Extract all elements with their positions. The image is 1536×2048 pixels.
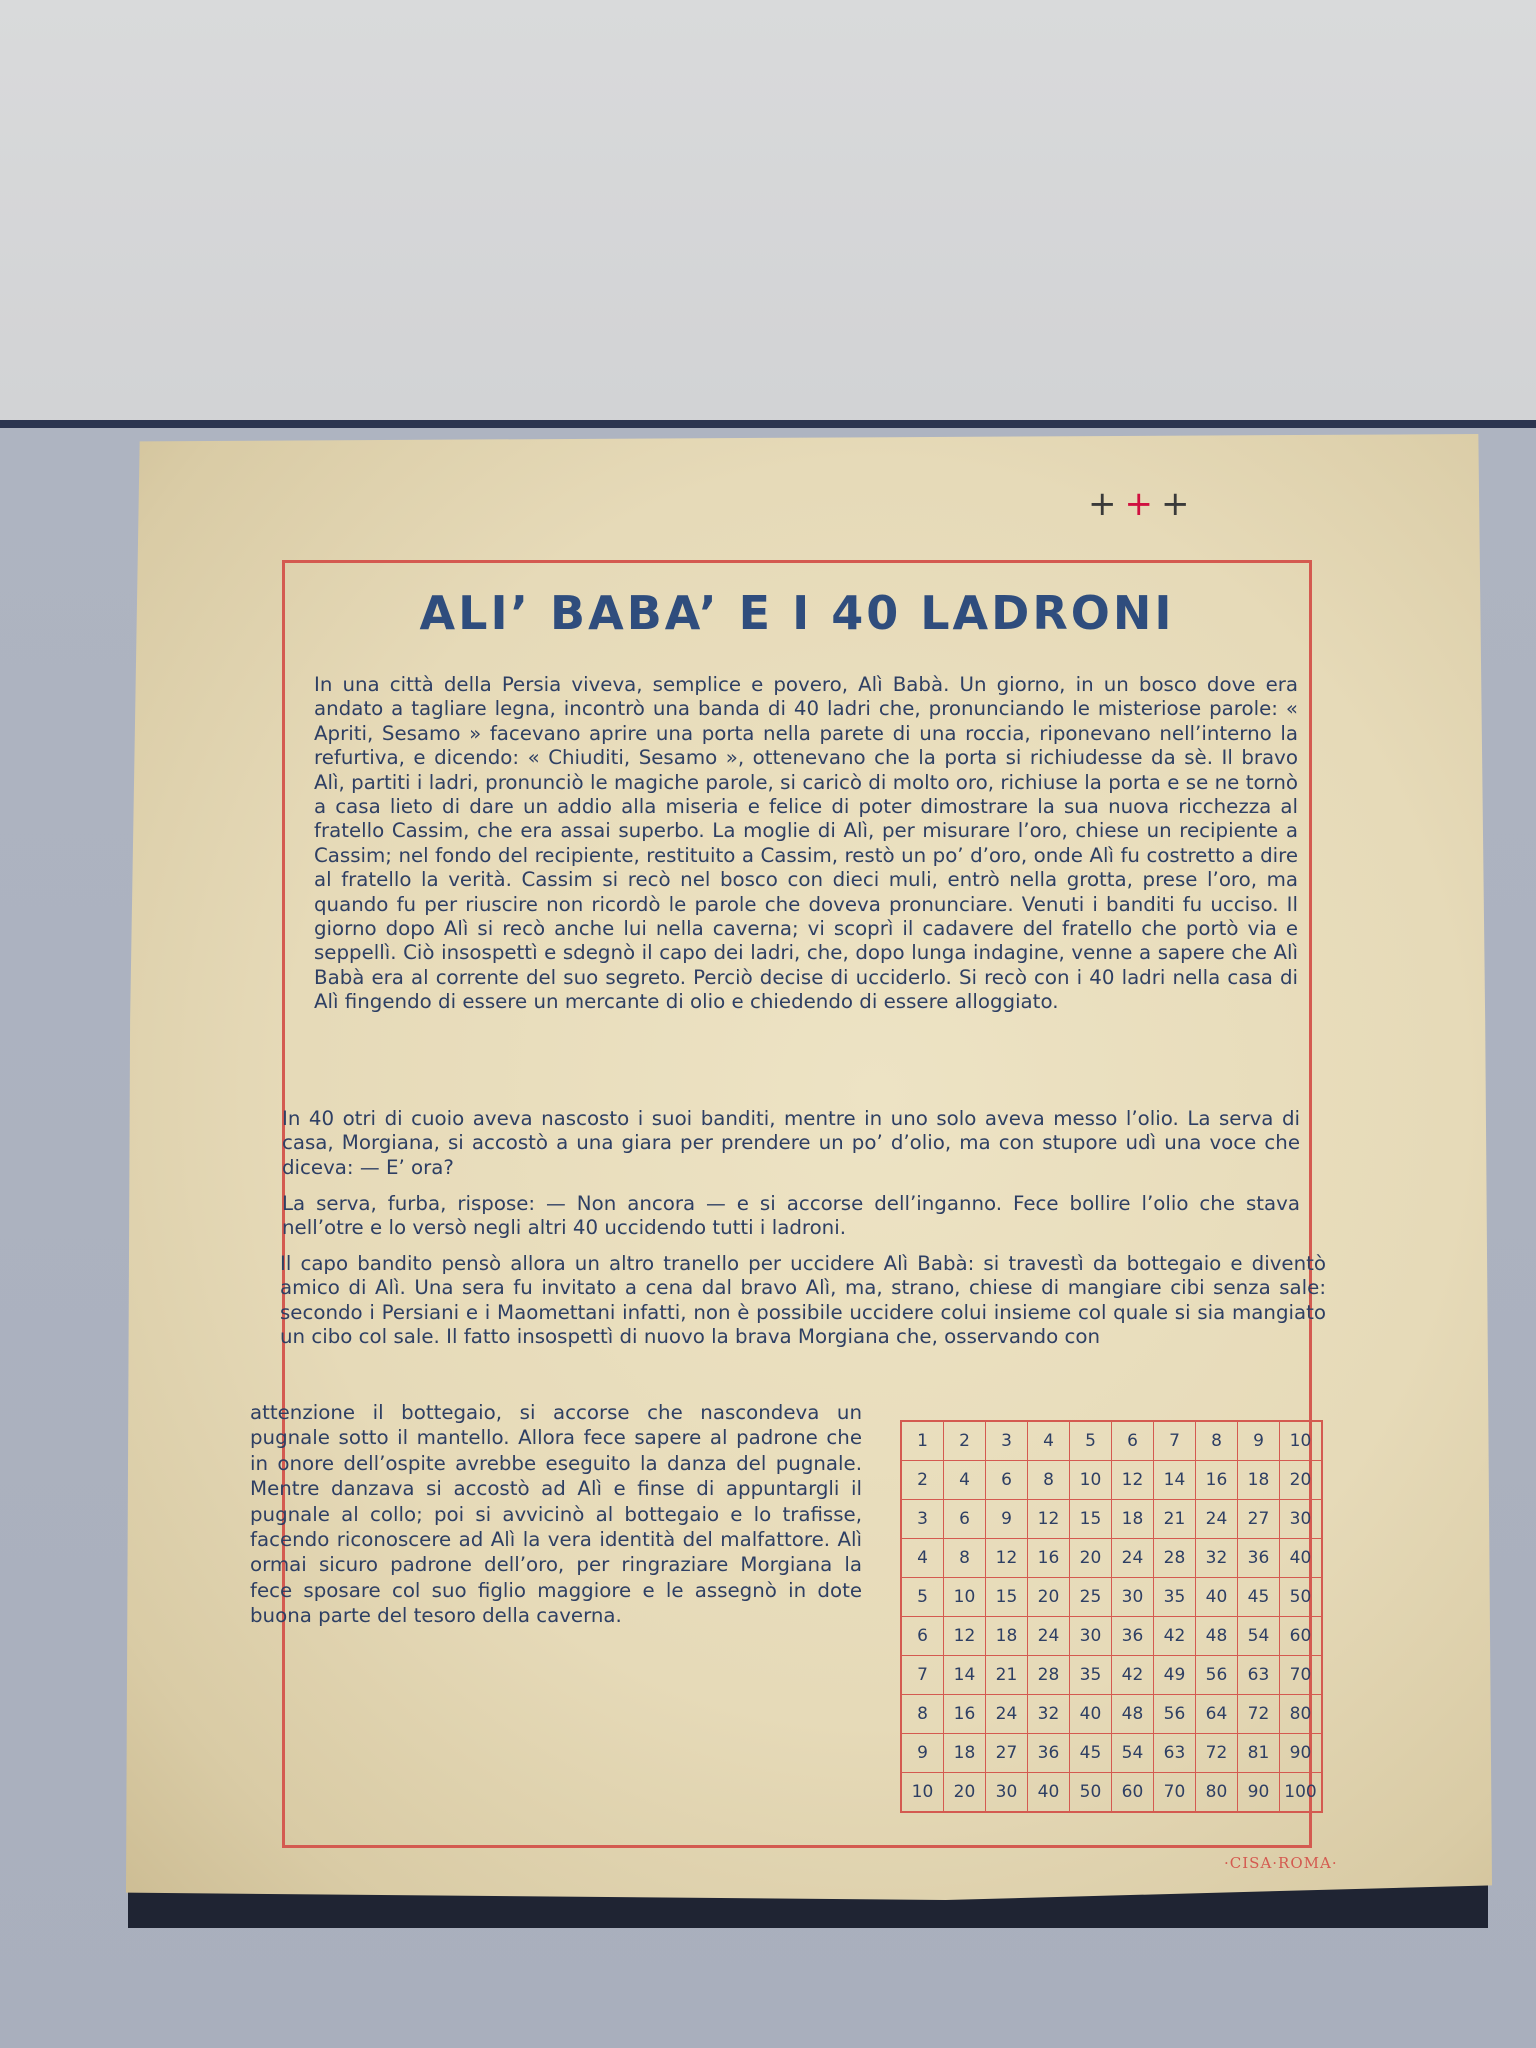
table-cell: 20 xyxy=(1280,1461,1323,1500)
table-cell: 35 xyxy=(1154,1578,1196,1617)
table-cell: 45 xyxy=(1070,1734,1112,1773)
table-cell: 40 xyxy=(1196,1578,1238,1617)
table-cell: 4 xyxy=(944,1461,986,1500)
table-cell: 20 xyxy=(1028,1578,1070,1617)
table-cell: 18 xyxy=(1238,1461,1280,1500)
page-title: ALI’ BABA’ E I 40 LADRONI xyxy=(419,586,1175,640)
table-cell: 6 xyxy=(944,1500,986,1539)
table-cell: 6 xyxy=(986,1461,1028,1500)
table-cell: 2 xyxy=(944,1421,986,1461)
table-cell: 40 xyxy=(1070,1695,1112,1734)
table-cell: 21 xyxy=(1154,1500,1196,1539)
table-row xyxy=(901,1656,1322,1695)
table-cell: 60 xyxy=(1280,1617,1323,1656)
mark-2: + xyxy=(1124,484,1161,524)
table-row xyxy=(901,1734,1322,1773)
table-cell: 1 xyxy=(901,1421,944,1461)
table-cell: 56 xyxy=(1154,1695,1196,1734)
table-cell: 24 xyxy=(1112,1539,1154,1578)
table-row xyxy=(901,1500,1322,1539)
table-cell: 70 xyxy=(1280,1656,1323,1695)
table-cell: 12 xyxy=(986,1539,1028,1578)
table-cell: 60 xyxy=(1112,1773,1154,1813)
table-cell: 90 xyxy=(1280,1734,1323,1773)
table-cell: 24 xyxy=(1028,1617,1070,1656)
table-cell: 21 xyxy=(986,1656,1028,1695)
table-cell: 28 xyxy=(1154,1539,1196,1578)
story-paragraph-3: La serva, furba, rispose: — Non ancora — e si accorse dell’inganno. Fece bollire l’olio che stava nell’otre e lo versò negli altri 40 uccidendo tutti i ladroni. xyxy=(282,1192,1300,1240)
table-cell: 7 xyxy=(1154,1421,1196,1461)
table-cell: 15 xyxy=(1070,1500,1112,1539)
table-cell: 6 xyxy=(1112,1421,1154,1461)
table-cell: 40 xyxy=(1280,1539,1323,1578)
table-cell: 30 xyxy=(986,1773,1028,1813)
table-cell: 27 xyxy=(986,1734,1028,1773)
table-cell: 16 xyxy=(944,1695,986,1734)
table-cell: 70 xyxy=(1154,1773,1196,1813)
table-cell: 24 xyxy=(1196,1500,1238,1539)
table-row xyxy=(901,1773,1322,1813)
story-paragraph-4: Il capo bandito pensò allora un altro tranello per uccidere Alì Babà: si travestì da bottegaio e diventò amico di Alì. Una sera fu invitato a cena dal bravo Alì, ma, strano, chiese di mangiare cibi senza sale: secondo i Persiani e i Maomettani infatti, non è possibile uccidere colui insieme col quale si sia mangiato un cibo col sale. Il fatto insospettì di nuovo la brava Morgiana che, osservando con xyxy=(280,1252,1326,1349)
board-edge xyxy=(0,420,1536,428)
table-cell: 30 xyxy=(1280,1500,1323,1539)
table-cell: 32 xyxy=(1196,1539,1238,1578)
table-cell: 42 xyxy=(1154,1617,1196,1656)
table-cell: 3 xyxy=(901,1500,944,1539)
table-cell: 9 xyxy=(901,1734,944,1773)
table-cell: 6 xyxy=(901,1617,944,1656)
table-cell: 10 xyxy=(1070,1461,1112,1500)
mark-1: + xyxy=(1088,484,1125,524)
table-cell: 5 xyxy=(1070,1421,1112,1461)
table-cell: 81 xyxy=(1238,1734,1280,1773)
table-cell: 80 xyxy=(1280,1695,1323,1734)
table-cell: 10 xyxy=(944,1578,986,1617)
table-row xyxy=(901,1539,1322,1578)
table-cell: 12 xyxy=(1112,1461,1154,1500)
table-cell: 5 xyxy=(901,1578,944,1617)
multiplication-table xyxy=(900,1420,1323,1813)
table-row xyxy=(901,1578,1322,1617)
table-cell: 35 xyxy=(1070,1656,1112,1695)
table-cell: 8 xyxy=(944,1539,986,1578)
story-paragraph-1: In una città della Persia viveva, semplice e povero, Alì Babà. Un giorno, in un bosco dove era andato a tagliare legna, incontrò una banda di 40 ladri che, pronunciando le misteriose parole: « Apriti, Sesamo » facevano aprire una porta nella parete di una roccia, riponevano nell’interno la refurtiva, e dicendo: « Chiuditi, Sesamo », ottenevano che la porta si richiudesse da sè. Il bravo Alì, partiti i ladri, pronunciò le magiche parole, si caricò di molto oro, richiuse la porta e se ne tornò a casa lieto di dare un addio alla miseria e felice di poter dimostrare la sua nuova ricchezza al fratello Cassim, che era assai superbo. La moglie di Alì, per misurare l’oro, chiese un recipiente a Cassim; nel fondo del recipiente, restituito a Cassim, restò un po’ d’oro, onde Alì fu costretto a dire al fratello la verità. Cassim si recò nel bosco con dieci muli, entrò nella grotta, prese l’oro, ma quando fu per riuscire non ricordò le parole che doveva pronunciare. Venuti i banditi fu ucciso. Il giorno dopo Alì si recò anche lui nella caverna; vi scoprì il cadavere del fratello che portò via e seppellì. Ciò insospettì e sdegnò il capo dei ladri, che, dopo lunga indagine, venne a sapere che Alì Babà era al corrente del suo segreto. Perciò decise di ucciderlo. Si recò con i 40 ladri nella casa di Alì fingendo di essere un mercante di olio e chiedendo di essere alloggiato. xyxy=(314,673,1298,1014)
table-cell: 42 xyxy=(1112,1656,1154,1695)
table-cell: 2 xyxy=(901,1461,944,1500)
table-cell: 50 xyxy=(1280,1578,1323,1617)
table-cell: 4 xyxy=(1028,1421,1070,1461)
table-cell: 16 xyxy=(1196,1461,1238,1500)
table-cell: 30 xyxy=(1112,1578,1154,1617)
table-cell: 48 xyxy=(1112,1695,1154,1734)
table-cell: 36 xyxy=(1238,1539,1280,1578)
table-cell: 90 xyxy=(1238,1773,1280,1813)
table-cell: 45 xyxy=(1238,1578,1280,1617)
table-cell: 14 xyxy=(944,1656,986,1695)
table-cell: 16 xyxy=(1028,1539,1070,1578)
table-cell: 9 xyxy=(1238,1421,1280,1461)
table-cell: 63 xyxy=(1238,1656,1280,1695)
table-cell: 24 xyxy=(986,1695,1028,1734)
table-cell: 7 xyxy=(901,1656,944,1695)
table-cell: 72 xyxy=(1238,1695,1280,1734)
table-row xyxy=(901,1421,1322,1461)
story-paragraph-5: attenzione il bottegaio, si accorse che nascondeva un pugnale sotto il mantello. Allora fece sapere al padrone che in onore dell’ospite avrebbe eseguito la danza del pugnale. Mentre danzava si accostò ad Alì e finse di appuntargli il pugnale al collo; poi si avvicinò al bottegaio e lo trafisse, facendo riconoscere ad Alì la vera identità del malfattore. Alì ormai sicuro padrone dell’oro, per ringraziare Morgiana la fece sposare col suo figlio maggiore e le assegnò in dote buona parte del tesoro della caverna. xyxy=(250,1401,862,1628)
table-row xyxy=(901,1695,1322,1734)
table-cell: 72 xyxy=(1196,1734,1238,1773)
table-cell: 54 xyxy=(1112,1734,1154,1773)
table-cell: 12 xyxy=(944,1617,986,1656)
table-cell: 18 xyxy=(1112,1500,1154,1539)
table-cell: 56 xyxy=(1196,1656,1238,1695)
table-row xyxy=(901,1617,1322,1656)
table-cell: 32 xyxy=(1028,1695,1070,1734)
table-cell: 9 xyxy=(986,1500,1028,1539)
table-cell: 28 xyxy=(1028,1656,1070,1695)
table-cell: 64 xyxy=(1196,1695,1238,1734)
table-cell: 30 xyxy=(1070,1617,1112,1656)
table-cell: 40 xyxy=(1028,1773,1070,1813)
table-cell: 8 xyxy=(1028,1461,1070,1500)
table-cell: 48 xyxy=(1196,1617,1238,1656)
handwritten-marks xyxy=(1088,484,1238,524)
table-cell: 12 xyxy=(1028,1500,1070,1539)
table-cell: 18 xyxy=(986,1617,1028,1656)
table-cell: 80 xyxy=(1196,1773,1238,1813)
table-cell: 49 xyxy=(1154,1656,1196,1695)
story-paragraph-2: In 40 otri di cuoio aveva nascosto i suoi banditi, mentre in uno solo aveva messo l’olio. La serva di casa, Morgiana, si accostò a una giara per prendere un po’ d’olio, ma con stupore udì una voce che diceva: — E’ ora? xyxy=(282,1107,1300,1179)
table-cell: 14 xyxy=(1154,1461,1196,1500)
table-cell: 3 xyxy=(986,1421,1028,1461)
table-cell: 8 xyxy=(1196,1421,1238,1461)
table-cell: 20 xyxy=(1070,1539,1112,1578)
table-cell: 10 xyxy=(901,1773,944,1813)
printer-imprint: ·CISA·ROMA· xyxy=(1224,1854,1338,1872)
table-cell: 18 xyxy=(944,1734,986,1773)
table-cell: 63 xyxy=(1154,1734,1196,1773)
table-cell: 10 xyxy=(1280,1421,1323,1461)
table-cell: 36 xyxy=(1112,1617,1154,1656)
table-cell: 8 xyxy=(901,1695,944,1734)
table-cell: 15 xyxy=(986,1578,1028,1617)
table-cell: 25 xyxy=(1070,1578,1112,1617)
table-cell: 50 xyxy=(1070,1773,1112,1813)
table-cell: 54 xyxy=(1238,1617,1280,1656)
table-row xyxy=(901,1461,1322,1500)
table-cell: 4 xyxy=(901,1539,944,1578)
table-cell: 36 xyxy=(1028,1734,1070,1773)
mark-3: + xyxy=(1161,484,1198,524)
table-cell: 20 xyxy=(944,1773,986,1813)
table-cell: 27 xyxy=(1238,1500,1280,1539)
table-cell: 100 xyxy=(1280,1773,1323,1813)
